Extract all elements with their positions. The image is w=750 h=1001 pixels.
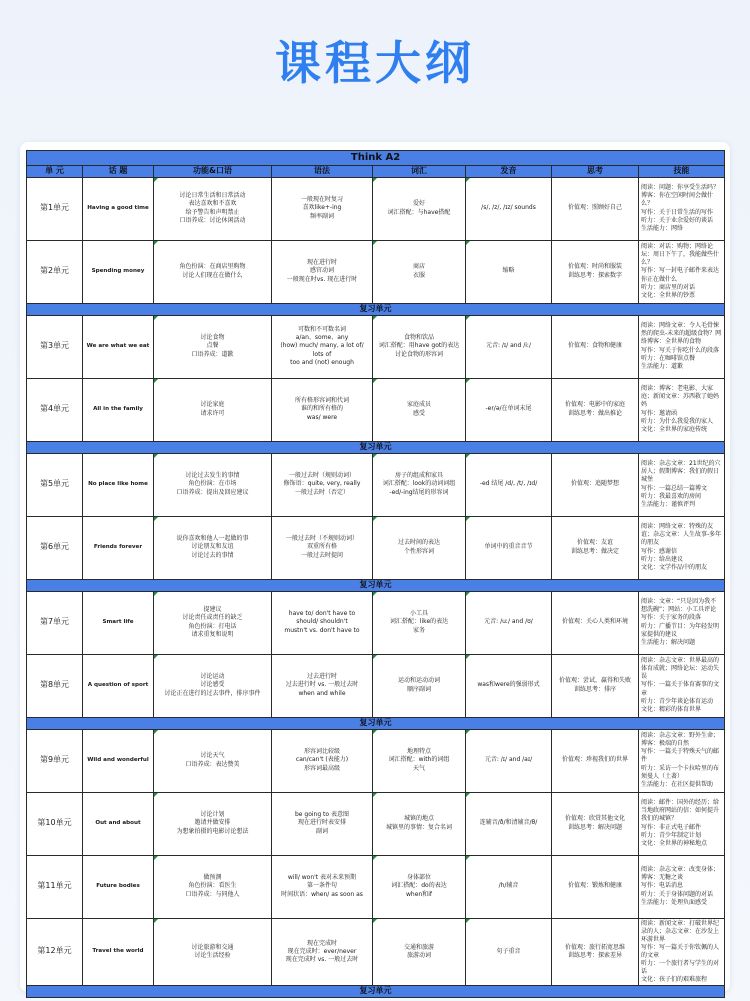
- unit-row: [27, 516, 725, 579]
- thinking-cell: 价值观：欣赏其他文化 训练思考：解决问题: [552, 792, 639, 855]
- thinking-cell: 价值观：尝试，赢得和失败 训练思考：排序: [552, 654, 639, 717]
- unit-label: 第8单元: [27, 654, 83, 717]
- function-cell: 提建议 讨论责任或责任的缺乏 角色扮演：打电话 请求重复和说明: [154, 591, 272, 654]
- unit-label: 第10单元: [27, 792, 83, 855]
- thinking-cell: 价值观：珍视我们的世界: [552, 729, 639, 792]
- column-header-pron: 发音: [466, 165, 552, 177]
- function-cell: 角色扮演：在商店里购物 讨论人们现在在做什么: [154, 240, 272, 303]
- column-header-function: 功能&口语: [154, 165, 272, 177]
- topic-cell: No place like home: [83, 453, 154, 516]
- topic-cell: Friends forever: [83, 516, 154, 579]
- pronunciation-cell: 句子重音: [466, 918, 552, 986]
- skills-cell: 阅读：网络文章：令人毛骨悚然的爬虫-未来的超级食物？网络博客：全世界的食物 写作：写关于你吃什么的段落 听力：在咖啡馆点餐 生活能力：道歉: [639, 315, 725, 378]
- column-header-vocab: 词汇: [373, 165, 466, 177]
- skills-cell: 阅读：新闻文章：打破世界纪录的人；杂志文章：在沙发上环游世界 写作：写一篇关于你钦佩的人的文章 听力：一个旅行者与学生的对话 文化：孩子们的艰难旅程: [639, 918, 725, 986]
- skills-cell: 阅读：对话：购物；网络论坛：周日下午了，我能做些什么？ 写作：写一封电子邮件来表达你正在做什么 听力：商店里的对话 文化：全世界的钞票: [639, 240, 725, 303]
- vocab-cell: 运动和运动动词 顺序副词: [373, 654, 466, 717]
- unit-label: 第2单元: [27, 240, 83, 303]
- pronunciation-cell: 元音: /ɪ/ and /iː/: [466, 315, 552, 378]
- review-row: [27, 303, 725, 315]
- grammar-cell: 形容词比较级 can/can't (表能力) 形容词最高级: [272, 729, 373, 792]
- review-label: 复习单元: [27, 441, 725, 453]
- review-row: [27, 717, 725, 729]
- skills-cell: 阅读：博客：老电影、大家庭；新闻文章：苏西救了她妈妈 写作：邀请函 听力：为什么我爱我的家人 文化：全世界的家庭传统: [639, 378, 725, 441]
- function-cell: 做预测 角色扮演：看医生 口语养成：与同他人: [154, 855, 272, 918]
- thinking-cell: 价值观：关心人类和环境: [552, 591, 639, 654]
- grammar-cell: will/ won't 表对未来预期 第一条件句 时间状语：when/ as soon as: [272, 855, 373, 918]
- pronunciation-cell: 元音: /uː/ and /ʊ/: [466, 591, 552, 654]
- review-label: 复习单元: [27, 717, 725, 729]
- unit-label: 第5单元: [27, 453, 83, 516]
- unit-row: [27, 855, 725, 918]
- page-title: 课程大纲: [275, 36, 475, 90]
- vocab-cell: 交通和旅游 旅游动词: [373, 918, 466, 986]
- vocab-cell: 房子的组成和家具 词汇搭配：look的动词词组 -ed/-ing结尾的形容词: [373, 453, 466, 516]
- column-header-topic: 话 题: [83, 165, 154, 177]
- function-cell: 讨论计划 邀请并做安排 为想象拍摄的电影讨论想法: [154, 792, 272, 855]
- skills-cell: 阅读：文章：“只是因为我不想洗碗”；网站：小工具评论 写作：关于家务的段落 听力：广播节目：为年轻发明家提供的建议 生活能力：解决问题: [639, 591, 725, 654]
- vocab-cell: 过去时间的表达 个性形容词: [373, 516, 466, 579]
- thinking-cell: 价值观：电影中的家庭 训练思考：做出推论: [552, 378, 639, 441]
- vocab-cell: 地理特点 词汇搭配：with的词组 天气: [373, 729, 466, 792]
- topic-cell: Smart life: [83, 591, 154, 654]
- unit-label: 第12单元: [27, 918, 83, 986]
- pronunciation-cell: -ed 结尾 /d/, /t/, /ɪd/: [466, 453, 552, 516]
- skills-cell: 阅读：问题：你享受生活吗？博客：你在空闲时间会做什么？ 写作：关于日常生活的写作 听力：关于业余爱好的谈话 生活能力：网络: [639, 177, 725, 240]
- topic-cell: Out and about: [83, 792, 154, 855]
- pronunciation-cell: 单词中的重音音节: [466, 516, 552, 579]
- vocab-cell: 商店 衣服: [373, 240, 466, 303]
- vocab-cell: 城镇的地点 城镇里的事情：复合名词: [373, 792, 466, 855]
- unit-label: 第11单元: [27, 855, 83, 918]
- review-row: [27, 579, 725, 591]
- topic-cell: Spending money: [83, 240, 154, 303]
- grammar-cell: 一般过去时（规则动词） 修饰语：quite, very, really 一般过去时（否定）: [272, 453, 373, 516]
- function-cell: 讨论食物 点餐 口语养成：道歉: [154, 315, 272, 378]
- grammar-cell: have to/ don't have to should/ shouldn't mustn't vs. don't have to: [272, 591, 373, 654]
- vocab-cell: 食物和饮品 词汇搭配：用have got的表达 讨论食物的形容词: [373, 315, 466, 378]
- thinking-cell: 价值观：时尚和服装 训练思考：探索数字: [552, 240, 639, 303]
- skills-cell: 阅读：杂志文章：野外生命；博客：极端的自然 写作：一篇关于特殊天气的邮件 听力：采访一个卡拉哈里的布须曼人（土著） 生活能力：在社区提供帮助: [639, 729, 725, 792]
- topic-cell: Wild and wonderful: [83, 729, 154, 792]
- grammar-cell: 一般过去时（不规则动词） 双重所有格 一般过去时提问: [272, 516, 373, 579]
- thinking-cell: 价值观：追随梦想: [552, 453, 639, 516]
- function-cell: 讨论家庭 请求许可: [154, 378, 272, 441]
- function-cell: 讨论过去发生的事情 角色扮演：在市场 口语养成：提出及回应建议: [154, 453, 272, 516]
- skills-cell: 阅读：网络文章：特殊的友谊；杂志文章：人生故事-多年的朋友 写作：感谢信 听力：给出建议 文化：文学作品中的朋友: [639, 516, 725, 579]
- function-cell: 讨论旅游和交通 讨论生活经验: [154, 918, 272, 986]
- pronunciation-cell: /h/辅音: [466, 855, 552, 918]
- skills-cell: 阅读：邮件：国外的经历；给当地政府网站的信：如何提升我们的城镇？ 写作：非正式电子邮件 听力：青少年制定计划 文化：全世界的神秘地点: [639, 792, 725, 855]
- pronunciation-cell: /s/, /z/, /ɪz/ sounds: [466, 177, 552, 240]
- topic-cell: A question of sport: [83, 654, 154, 717]
- topic-cell: All in the family: [83, 378, 154, 441]
- unit-row: [27, 177, 725, 240]
- column-header-skills: 技能: [639, 165, 725, 177]
- vocab-cell: 小工具 词汇搭配：like的表达 家务: [373, 591, 466, 654]
- grammar-cell: 现在进行时 感官动词 一般现在时vs. 现在进行时: [272, 240, 373, 303]
- pronunciation-cell: 连辅音/ð/和清辅音/θ/: [466, 792, 552, 855]
- syllabus-table: [26, 150, 725, 998]
- unit-row: [27, 792, 725, 855]
- thinking-cell: 价值观：旅行拓宽思维 训练思考：探索差异: [552, 918, 639, 986]
- unit-row: [27, 315, 725, 378]
- function-cell: 讨论天气 口语养成：表达赞美: [154, 729, 272, 792]
- review-row: [27, 986, 725, 998]
- grammar-cell: 所有格形容词和代词 谁的和所有格的 was/ were: [272, 378, 373, 441]
- function-cell: 讨论运动 讨论感受 讨论正在进行的过去事件，排序事件: [154, 654, 272, 717]
- unit-label: 第6单元: [27, 516, 83, 579]
- grammar-cell: 过去进行时 过去进行时 vs. 一般过去时 when and while: [272, 654, 373, 717]
- unit-row: [27, 729, 725, 792]
- topic-cell: Future bodies: [83, 855, 154, 918]
- unit-label: 第9单元: [27, 729, 83, 792]
- column-header-unit: 单 元: [27, 165, 83, 177]
- topic-cell: We are what we eat: [83, 315, 154, 378]
- unit-label: 第7单元: [27, 591, 83, 654]
- unit-row: [27, 591, 725, 654]
- thinking-cell: 价值观：锻炼和健康: [552, 855, 639, 918]
- unit-label: 第1单元: [27, 177, 83, 240]
- unit-label: 第3单元: [27, 315, 83, 378]
- thinking-cell: 价值观：食物和健康: [552, 315, 639, 378]
- grammar-cell: 可数和不可数名词 a/an、some、any (how) much/ many, a lot of/ lots of too and (not) enough: [272, 315, 373, 378]
- grammar-cell: be going to 表意图 现在进行时表安排 副词: [272, 792, 373, 855]
- skills-cell: 阅读：杂志文章：21世纪的穴居人；假期博客：我们的假日城堡 写作：一篇总结一篇博文 听力：我最喜欢的房间 生活能力：谨慎评判: [639, 453, 725, 516]
- thinking-cell: 价值观：友谊 训练思考：做决定: [552, 516, 639, 579]
- vocab-cell: 爱好 词汇搭配：与have搭配: [373, 177, 466, 240]
- unit-row: [27, 378, 725, 441]
- vocab-cell: 身体部位 词汇搭配：do的表达 when和if: [373, 855, 466, 918]
- pronunciation-cell: was和were的强弱形式: [466, 654, 552, 717]
- review-label: 复习单元: [27, 303, 725, 315]
- function-cell: 说你喜欢和他人一起做的事 讨论朋友和友谊 讨论过去的事情: [154, 516, 272, 579]
- topic-cell: Having a good time: [83, 177, 154, 240]
- review-row: [27, 441, 725, 453]
- pronunciation-cell: 缩略: [466, 240, 552, 303]
- unit-row: [27, 240, 725, 303]
- vocab-cell: 家庭成员 感受: [373, 378, 466, 441]
- unit-row: [27, 654, 725, 717]
- function-cell: 讨论日常生活和日常活动 表达喜欢和不喜欢 给予警告和声明禁止 口语养成：讨论休闲活动: [154, 177, 272, 240]
- grammar-cell: 现在完成时 现在完成时：ever/never 现在完成时 vs. 一般过去时: [272, 918, 373, 986]
- pronunciation-cell: -er/ə/在单词末尾: [466, 378, 552, 441]
- thinking-cell: 价值观：照顾好自己: [552, 177, 639, 240]
- unit-label: 第4单元: [27, 378, 83, 441]
- pronunciation-cell: 元音: /ɪ/ and /aɪ/: [466, 729, 552, 792]
- unit-row: [27, 453, 725, 516]
- skills-cell: 阅读：杂志文章：改变身体；博客：无糖之谈 写作：电话消息 听力：关于身体问题的对话 生活能力：处理负面感受: [639, 855, 725, 918]
- column-header-grammar: 语法: [272, 165, 373, 177]
- review-label: 复习单元: [27, 579, 725, 591]
- column-header-thinking: 思考: [552, 165, 639, 177]
- topic-cell: Travel the world: [83, 918, 154, 986]
- grammar-cell: 一般现在时复习 喜欢like+-ing 频率副词: [272, 177, 373, 240]
- unit-row: [27, 918, 725, 986]
- review-label: 复习单元: [27, 986, 725, 998]
- table-title: Think A2: [27, 151, 725, 166]
- skills-cell: 阅读：杂志文章：世界最高的体育成就；网络论坛：运动失误 写作：一篇关于体育赛事的文章 听力：青少年谈论体育运动 文化：精彩的体育世界: [639, 654, 725, 717]
